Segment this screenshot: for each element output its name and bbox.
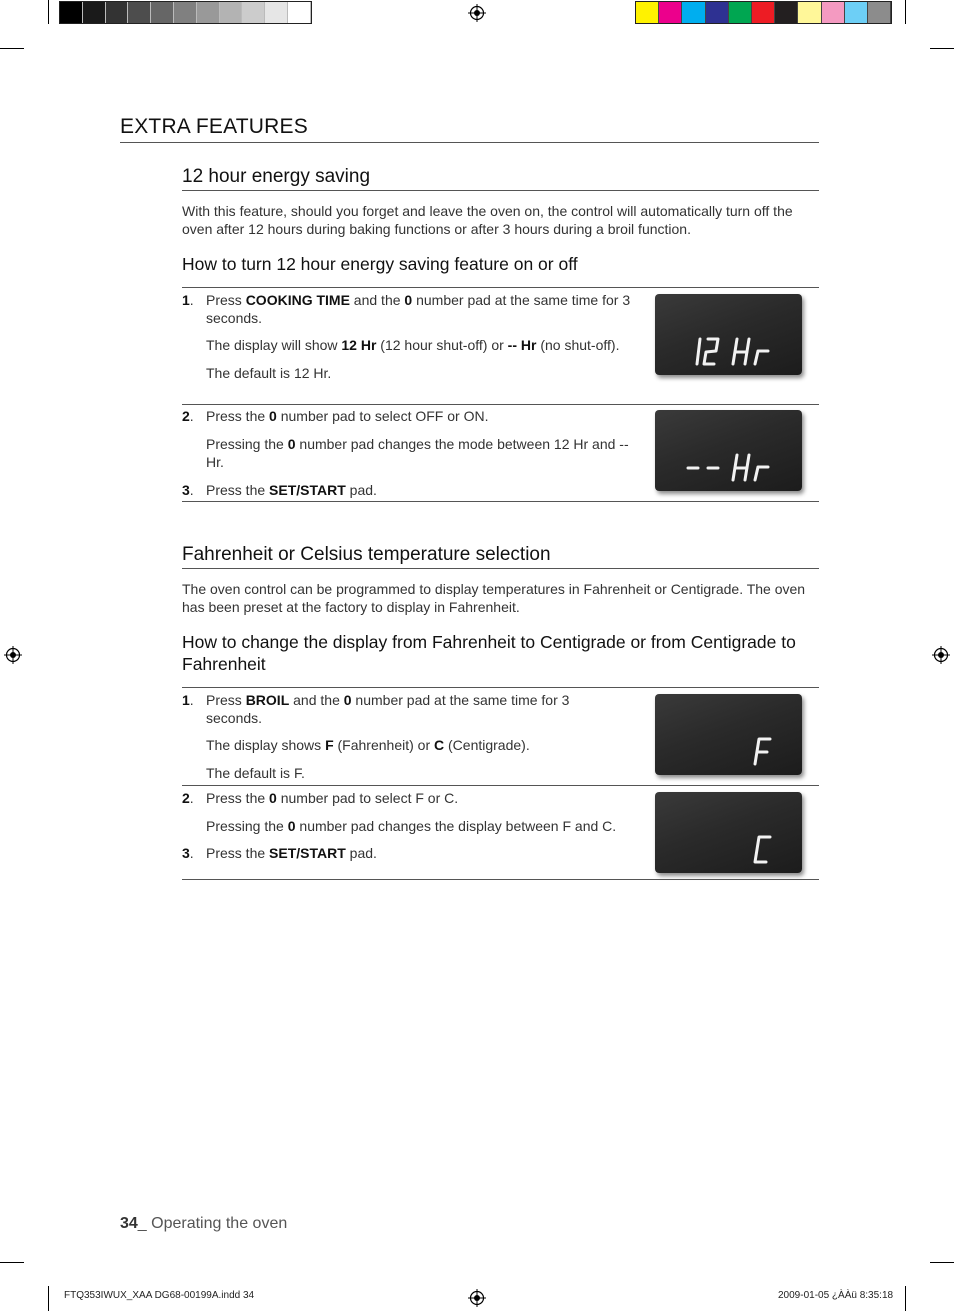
step-text: Press the 0 number pad to select OFF or ON. <box>206 408 489 424</box>
section-intro: With this feature, should you forget and leave the oven on, the control will automatically turn off the oven after 12 hours during baking functions or after 3 hours during a broil function. <box>182 203 793 237</box>
section-subtitle: How to change the display from Fahrenheit to Centigrade or from Centigrade to Fahrenheit <box>182 632 796 674</box>
color-swatch <box>636 2 659 23</box>
section-title-temperature: Fahrenheit or Celsius temperature selection <box>182 544 819 569</box>
process-color-bar <box>635 1 892 24</box>
step-detail: The display will show 12 Hr (12 hour shut-off) or -- Hr (no shut-off). <box>206 337 620 353</box>
section-title-energy-saving: 12 hour energy saving <box>182 166 819 191</box>
crop-mark <box>930 1262 954 1263</box>
color-swatch <box>752 2 775 23</box>
display-digits <box>655 410 802 491</box>
step-number: 3. <box>182 845 194 861</box>
step-number: 2. <box>182 790 194 806</box>
color-swatch <box>822 2 845 23</box>
step-detail: Pressing the 0 number pad changes the display between F and C. <box>206 818 617 834</box>
crop-mark <box>930 48 954 49</box>
page-footer: 34_ Operating the oven <box>120 1215 288 1232</box>
gray-swatch <box>242 2 265 23</box>
step-number: 3. <box>182 482 194 498</box>
registration-mark-icon <box>4 646 22 664</box>
table-rule <box>182 687 819 688</box>
table-rule <box>182 404 819 405</box>
color-swatch <box>682 2 705 23</box>
crop-mark <box>48 0 49 24</box>
color-swatch <box>868 2 891 23</box>
page-title: EXTRA FEATURES <box>120 115 819 143</box>
display-digits <box>655 294 802 375</box>
crop-mark <box>48 1286 49 1311</box>
gray-swatch <box>83 2 106 23</box>
step-text: Press the SET/START pad. <box>206 845 377 861</box>
step-default: The default is F. <box>206 765 305 781</box>
display-digits <box>655 792 802 873</box>
display-digits <box>655 694 802 775</box>
display-panel-celsius <box>655 792 802 873</box>
section-subtitle: How to turn 12 hour energy saving feature on or off <box>182 254 578 274</box>
gray-swatch <box>265 2 288 23</box>
gray-swatch <box>60 2 83 23</box>
color-swatch <box>798 2 821 23</box>
registration-mark-icon <box>468 1289 486 1307</box>
color-swatch <box>845 2 868 23</box>
file-slug: FTQ353IWUX_XAA DG68-00199A.indd 34 <box>64 1290 255 1301</box>
color-swatch <box>775 2 798 23</box>
display-panel-no-shutoff <box>655 410 802 491</box>
display-panel-12hr <box>655 294 802 375</box>
gray-swatch <box>151 2 174 23</box>
registration-mark-icon <box>468 4 486 22</box>
step-number: 2. <box>182 408 194 424</box>
gray-swatch <box>288 2 311 23</box>
color-swatch <box>706 2 729 23</box>
table-rule <box>182 501 819 502</box>
section-intro: The oven control can be programmed to display temperatures in Fahrenheit or Centigrade. The oven has been preset at the factory to display in Fahrenheit. <box>182 581 806 615</box>
gray-swatch <box>128 2 151 23</box>
display-panel-fahrenheit <box>655 694 802 775</box>
date-slug: 2009-01-05 ¿ÀÀü 8:35:18 <box>778 1290 894 1301</box>
step-text: Press the 0 number pad to select F or C. <box>206 790 459 806</box>
step-detail: The display shows F (Fahrenheit) or C (Centigrade). <box>206 737 530 753</box>
crop-mark <box>905 0 906 24</box>
step-detail: Pressing the 0 number pad changes the mode between 12 Hr and -- Hr. <box>206 436 629 470</box>
gray-swatch <box>220 2 243 23</box>
step-text: Press BROIL and the 0 number pad at the same time for 3 seconds. <box>206 692 570 726</box>
step-number: 1. <box>182 292 194 308</box>
step-text: Press the SET/START pad. <box>206 482 377 498</box>
grayscale-color-bar <box>59 1 312 24</box>
crop-mark <box>905 1286 906 1311</box>
table-rule <box>182 287 819 288</box>
color-swatch <box>729 2 752 23</box>
step-number: 1. <box>182 692 194 708</box>
crop-mark <box>0 1262 24 1263</box>
table-rule <box>182 879 819 880</box>
registration-mark-icon <box>932 646 950 664</box>
step-default: The default is 12 Hr. <box>206 365 332 381</box>
gray-swatch <box>106 2 129 23</box>
crop-mark <box>0 48 24 49</box>
gray-swatch <box>197 2 220 23</box>
gray-swatch <box>174 2 197 23</box>
color-swatch <box>659 2 682 23</box>
step-text: Press COOKING TIME and the 0 number pad at the same time for 3 seconds. <box>206 292 631 326</box>
table-rule <box>182 785 819 786</box>
